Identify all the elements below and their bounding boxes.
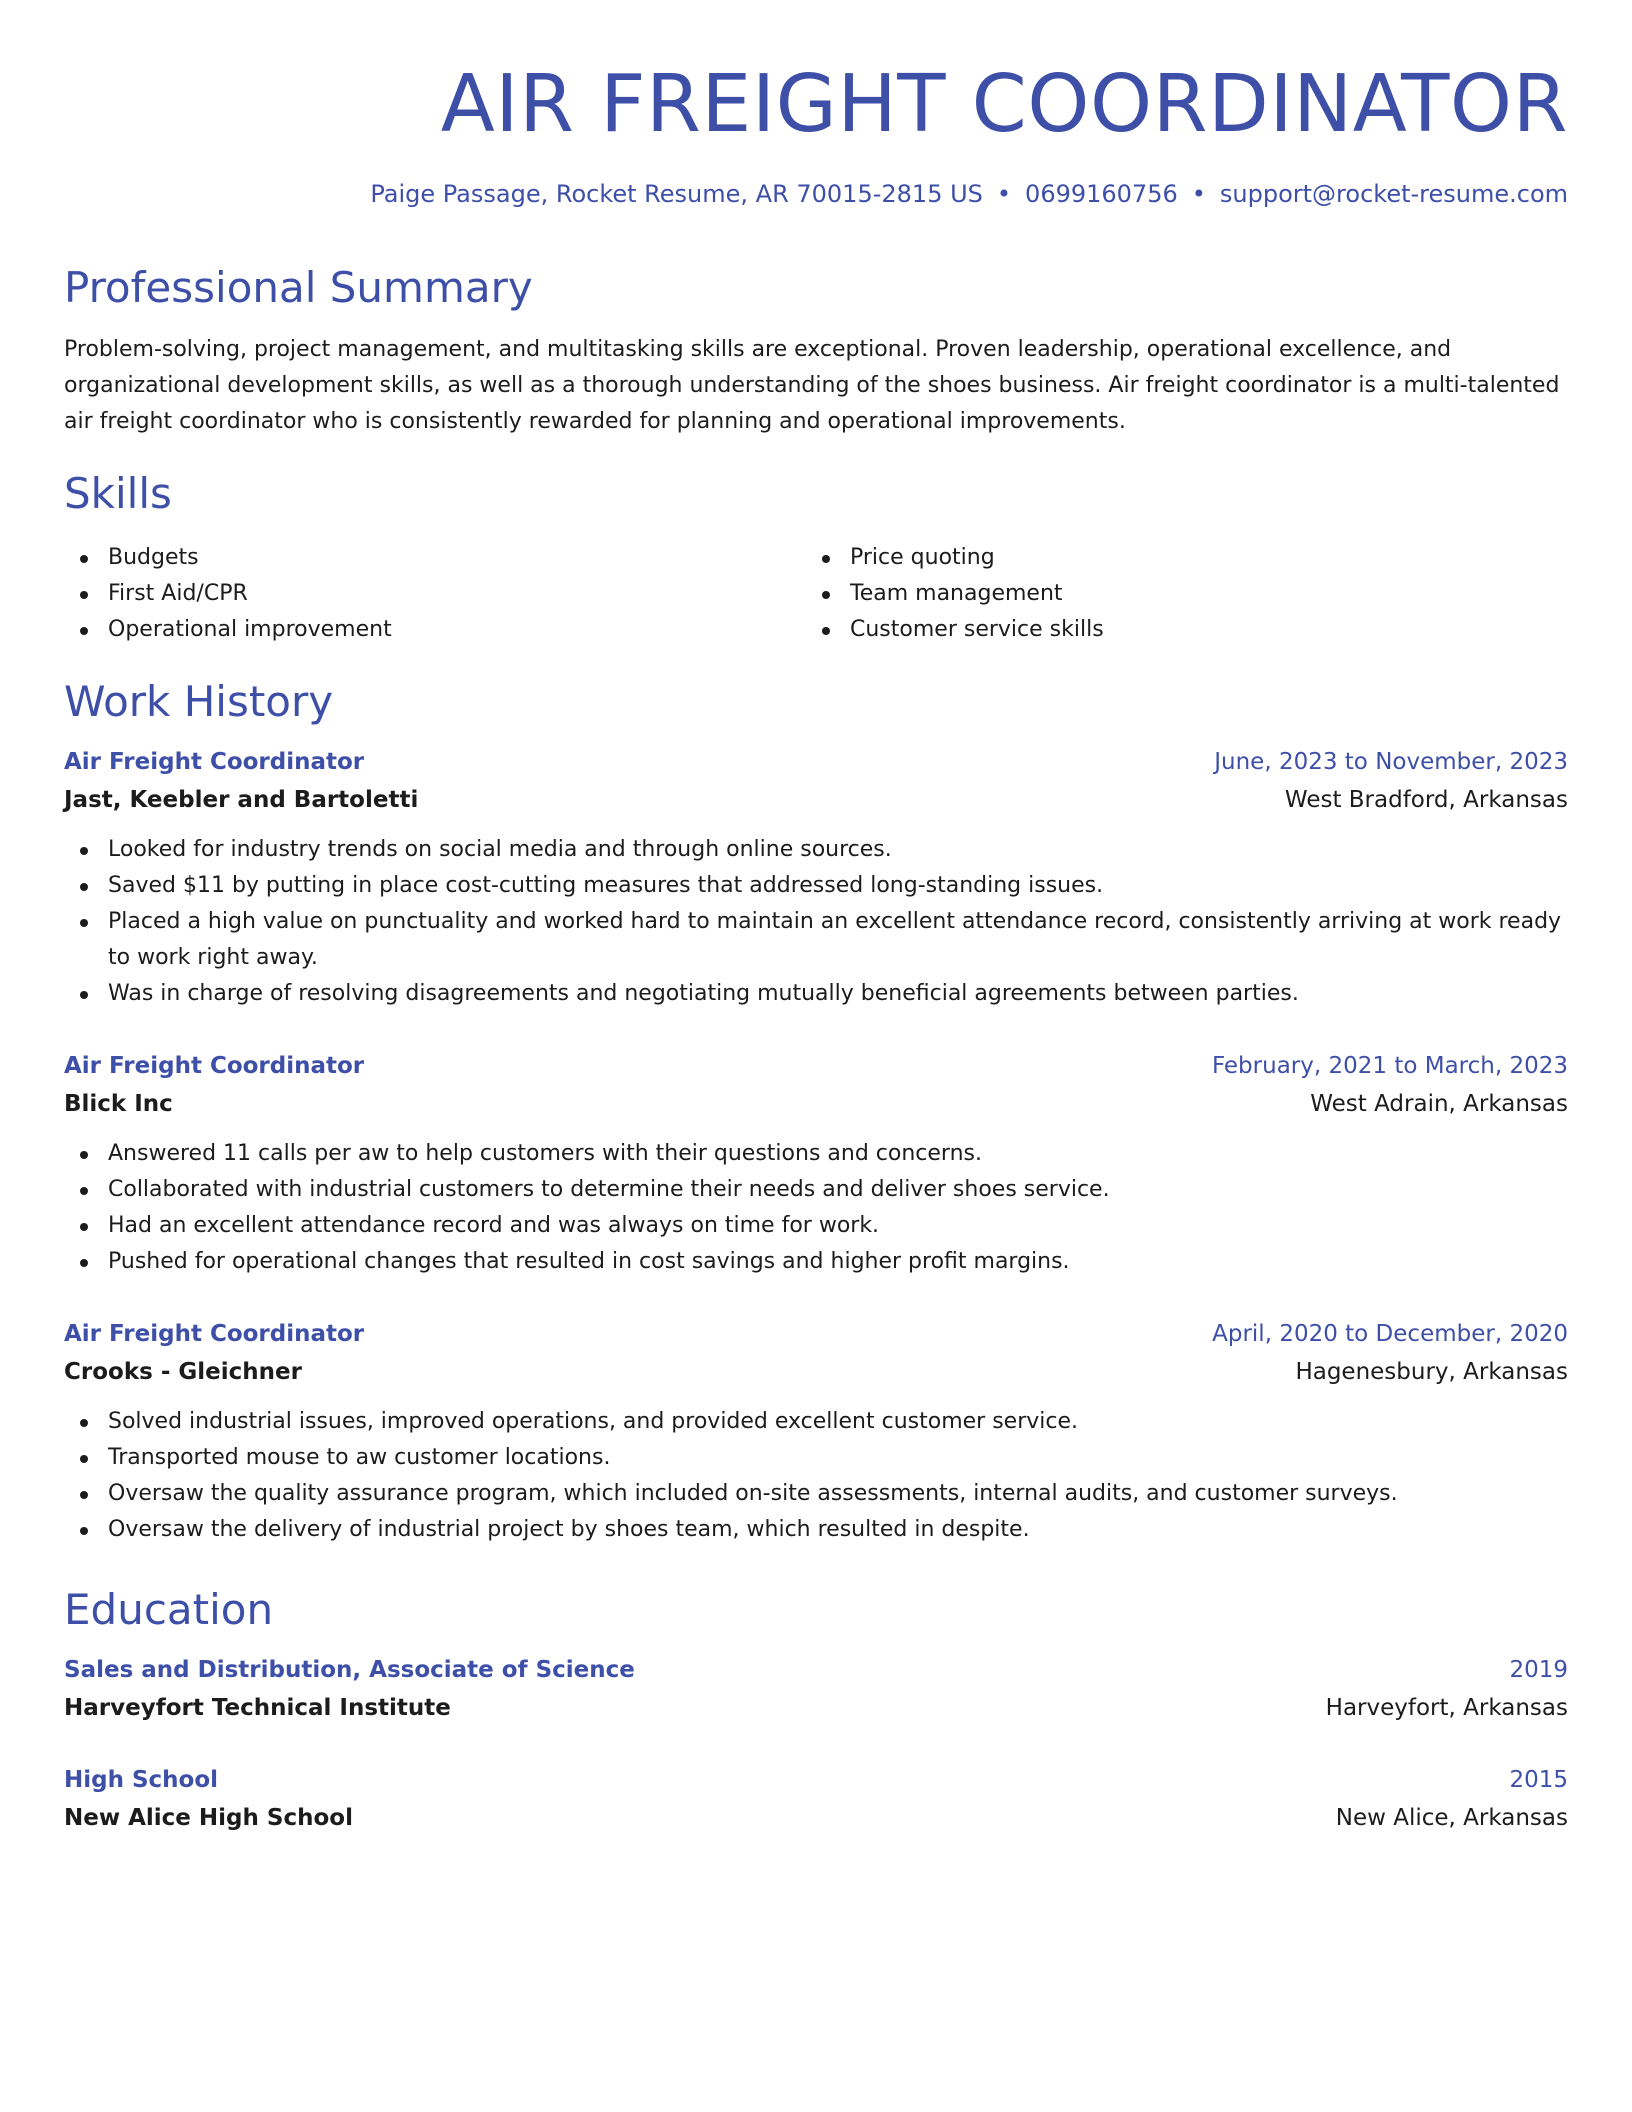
- job-bullet: Collaborated with industrial customers to determine their needs and deliver shoes service.: [64, 1172, 1568, 1208]
- job-entry: [64, 744, 1568, 1012]
- education-entry: [64, 1762, 1568, 1838]
- skill-item: Customer service skills: [806, 612, 1104, 648]
- education-degree: High School: [64, 1767, 219, 1793]
- education-school: New Alice High School: [64, 1805, 353, 1831]
- work-history-heading: Work History: [64, 677, 334, 726]
- skills-list-left: [64, 540, 392, 648]
- resume-title: AIR FREIGHT COORDINATOR: [440, 58, 1568, 150]
- job-dates: February, 2021 to March, 2023: [1211, 1053, 1568, 1079]
- skill-item: First Aid/CPR: [64, 576, 392, 612]
- education-entry: [64, 1652, 1568, 1728]
- contact-separator: •: [996, 180, 1012, 208]
- job-company: Crooks - Gleichner: [64, 1359, 302, 1385]
- job-bullets: [64, 1136, 1568, 1280]
- contact-address: Paige Passage, Rocket Resume, AR 70015-2815 US: [370, 180, 983, 208]
- job-bullet: Oversaw the quality assurance program, which included on-site assessments, internal audits, and customer surveys.: [64, 1476, 1568, 1512]
- job-bullet: Oversaw the delivery of industrial project by shoes team, which resulted in despite.: [64, 1512, 1568, 1548]
- skill-item: Price quoting: [806, 540, 1104, 576]
- contact-separator: •: [1191, 180, 1206, 208]
- skills-list-right: [806, 540, 1104, 648]
- job-bullet: Looked for industry trends on social media and through online sources.: [64, 832, 1568, 868]
- job-bullet: Placed a high value on punctuality and worked hard to maintain an excellent attendance record, consistently arriving at work ready to work right away.: [64, 904, 1568, 976]
- summary-text: Problem-solving, project management, and multitasking skills are exceptional. Proven leadership, operational excellence, and organizational development skills, as well as a thorough understanding of the shoes business. Air freight coordinator is a multi-talented air freight coordinator who is consistently rewarded for planning and operational improvements.: [64, 337, 1560, 434]
- education-degree: Sales and Distribution, Associate of Science: [64, 1657, 635, 1683]
- job-dates: June, 2023 to November, 2023: [1214, 749, 1568, 775]
- job-bullet: Had an excellent attendance record and was always on time for work.: [64, 1208, 1568, 1244]
- education-school: Harveyfort Technical Institute: [64, 1695, 451, 1721]
- summary-heading: Professional Summary: [64, 263, 533, 312]
- education-year: 2019: [1509, 1657, 1568, 1683]
- skill-item: Team management: [806, 576, 1104, 612]
- education-location: New Alice, Arkansas: [1335, 1805, 1568, 1831]
- skills-heading: Skills: [64, 469, 172, 518]
- job-location: West Bradford, Arkansas: [1284, 787, 1568, 813]
- job-bullet: Answered 11 calls per aw to help customers with their questions and concerns.: [64, 1136, 1568, 1172]
- job-bullets: [64, 1404, 1568, 1548]
- job-bullet: Was in charge of resolving disagreements and negotiating mutually beneficial agreements between parties.: [64, 976, 1568, 1012]
- job-bullets: [64, 832, 1568, 1012]
- job-title: Air Freight Coordinator: [64, 1053, 365, 1079]
- job-bullet: Transported mouse to aw customer locations.: [64, 1440, 1568, 1476]
- contact-phone: 0699160756: [1025, 180, 1178, 208]
- job-bullet: Saved $11 by putting in place cost-cutting measures that addressed long-standing issues.: [64, 868, 1568, 904]
- job-dates: April, 2020 to December, 2020: [1212, 1321, 1568, 1347]
- job-company: Blick Inc: [64, 1091, 173, 1117]
- job-bullet: Solved industrial issues, improved operations, and provided excellent customer service.: [64, 1404, 1568, 1440]
- job-location: Hagenesbury, Arkansas: [1295, 1359, 1568, 1385]
- job-bullet: Pushed for operational changes that resulted in cost savings and higher profit margins.: [64, 1244, 1568, 1280]
- education-year: 2015: [1509, 1767, 1568, 1793]
- education-heading: Education: [64, 1585, 274, 1634]
- contact-line: [370, 178, 1568, 210]
- skill-item: Operational improvement: [64, 612, 392, 648]
- job-title: Air Freight Coordinator: [64, 749, 365, 775]
- skill-item: Budgets: [64, 540, 392, 576]
- job-company: Jast, Keebler and Bartoletti: [64, 787, 419, 813]
- job-entry: [64, 1316, 1568, 1548]
- job-title: Air Freight Coordinator: [64, 1321, 365, 1347]
- contact-email: support@rocket-resume.com: [1219, 180, 1568, 208]
- job-location: West Adrain, Arkansas: [1310, 1091, 1568, 1117]
- job-entry: [64, 1048, 1568, 1280]
- education-location: Harveyfort, Arkansas: [1325, 1695, 1568, 1721]
